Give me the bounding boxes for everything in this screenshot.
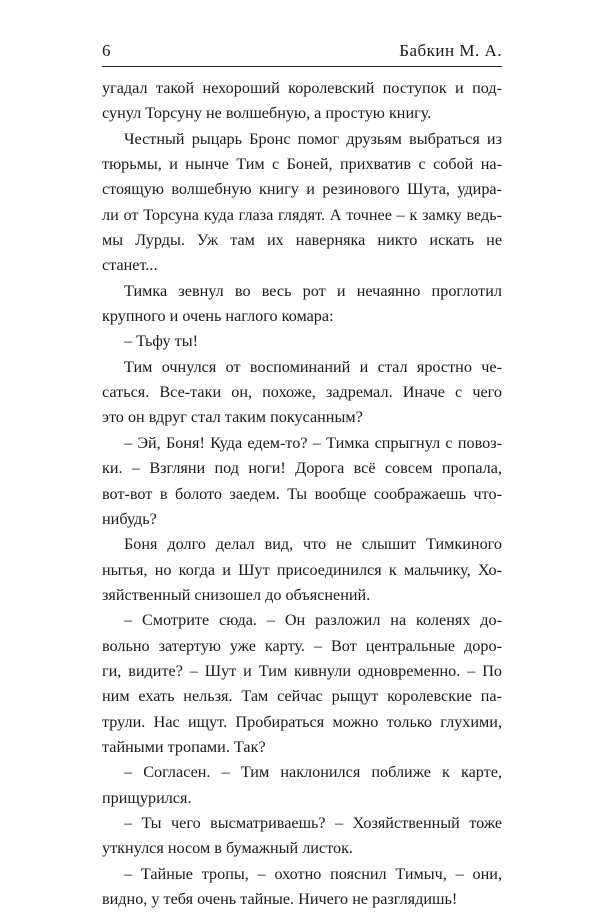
text-line: Честный рыцарь Бронс помог друзьям выбраться из xyxy=(124,129,502,148)
text-line: стоящую волшебную книгу и резинового Шута, удира- xyxy=(102,180,502,199)
text-line: ки. – Взгляни под ноги! Дорога всё совсем пропала, xyxy=(102,459,502,478)
text-line: саться. Все-таки он, похоже, задремал. Иначе с чего xyxy=(102,383,502,402)
text-line: видно, у тебя очень тайные. Ничего не разглядишь! xyxy=(102,890,458,908)
text-line: Боня долго делал вид, что не слышит Тимкиного xyxy=(124,535,502,554)
text-line: ги, видите? – Шут и Тим кивнули одновременно. – По xyxy=(102,661,502,680)
text-line: тюрьмы, и нынче Тим с Боней, прихватив с собой на- xyxy=(102,155,502,174)
text-line: – Тайные тропы, – охотно пояснил Тимыч, – они, xyxy=(124,864,502,883)
text-line: сунул Торсуну не волшебную, а простую книгу. xyxy=(102,104,432,123)
text-line: – Тьфу ты! xyxy=(124,332,198,351)
body-text xyxy=(102,76,502,912)
text-line: Тимка зевнул во весь рот и нечаянно проглотил xyxy=(124,281,502,300)
text-line: – Ты чего высматриваешь? – Хозяйственный тоже xyxy=(124,813,502,832)
text-line: нытья, но когда и Шут присоединился к мальчику, Хо- xyxy=(102,560,502,579)
text-line: угадал такой нехороший королевский поступок и под- xyxy=(102,79,502,97)
text-line: вольно затертую уже карту. – Вот центральные доро- xyxy=(102,636,502,655)
text-line: прищурился. xyxy=(102,788,192,807)
text-line: Тим очнулся от воспоминаний и стал яростно че- xyxy=(124,357,502,376)
text-line: – Эй, Боня! Куда едем-то? – Тимка спрыгнул с повоз- xyxy=(124,433,502,452)
page-number: 6 xyxy=(102,41,111,60)
text-line: ли от Торсуна куда глаза глядят. А точнее – к замку ведь- xyxy=(102,205,502,224)
text-line: – Согласен. – Тим наклонился поближе к карте, xyxy=(124,763,502,782)
running-head: Бабкин М. А. xyxy=(399,41,502,60)
text-line: станет... xyxy=(102,256,158,275)
text-line: нибудь? xyxy=(102,509,157,528)
text-line: мы Лурды. Уж там их наверняка никто искать не xyxy=(102,231,502,250)
text-line: трули. Нас ищут. Пробираться можно только глухими, xyxy=(102,712,502,731)
text-line: вот-вот в болото заедем. Ты вообще соображаешь что- xyxy=(102,484,502,503)
text-line: зяйственный снизошел до объяснений. xyxy=(102,585,371,604)
header-rule xyxy=(102,66,502,67)
text-line: крупного и очень наглого комара: xyxy=(102,307,334,326)
text-line: ним ехать нельзя. Там сейчас рыщут королевские па- xyxy=(102,687,502,706)
text-line: это он вдруг стал таким покусанным? xyxy=(102,408,363,427)
page-header xyxy=(102,40,502,64)
text-line: – Смотрите сюда. – Он разложил на коленях до- xyxy=(124,611,502,630)
text-line: тайными тропами. Так? xyxy=(102,737,266,756)
text-line: уткнулся носом в бумажный листок. xyxy=(102,839,353,858)
